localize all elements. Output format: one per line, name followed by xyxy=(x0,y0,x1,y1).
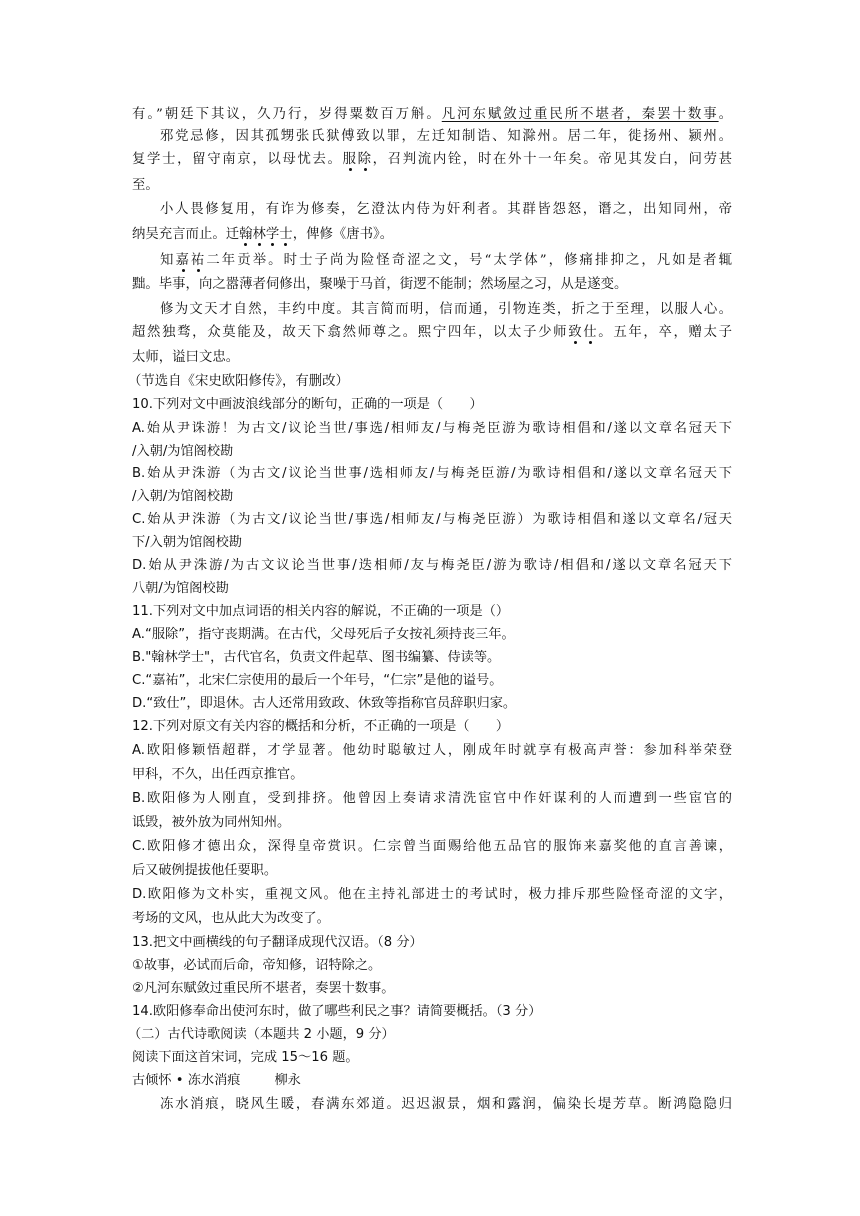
question-14: 14.欧阳修奉命出使河东时，做了哪些利民之事？请简要概括。（3 分） xyxy=(132,1004,542,1019)
q10-option-c-cont: 下/入朝为馆阁校勘 xyxy=(132,535,242,550)
question-12: 12.下列对原文有关内容的概括和分析，不正确的一项是（ ） xyxy=(132,719,510,734)
q11-option-b: B."翰林学士"，古代官名，负责文件起草、图书编纂、侍读等。 xyxy=(132,650,501,665)
q13-sentence-2: ②凡河东赋敛过重民所不堪者，奏罢十数事。 xyxy=(132,981,395,996)
question-10: 10.下列对文中画波浪线部分的断句，正确的一项是（ ） xyxy=(132,397,483,412)
dotted-char: 嘉 xyxy=(175,253,191,268)
text-line-1: 有。”朝廷下其议，久乃行，岁得粟数百万斛。凡河东赋敛过重民所不堪者，秦罢十数事。 xyxy=(132,107,732,122)
text-line-10: 超然独骛，众莫能及，故天下翕然师尊之。熙宁四年，以太子少师致仕。五年，卒，赠太子 xyxy=(132,325,732,340)
q12-option-d-cont: 考场的文风，也从此大为改变了。 xyxy=(132,911,330,926)
q12-option-c: C.欧阳修才德出众，深得皇帝赏识。仁宗曾当面赐给他五品官的服饰来嘉奖他的直言善谏， xyxy=(132,839,732,854)
text-line-11: 太师，谥曰文忠。 xyxy=(132,350,240,365)
dotted-char: 致 xyxy=(568,325,584,340)
text-line-8: 黜。毕事，向之嚣薄者伺修出，聚噪于马首，街逻不能制；然场屋之习，从是遂变。 xyxy=(132,277,628,292)
question-11: 11.下列对文中加点词语的相关内容的解说，不正确的一项是（） xyxy=(132,604,510,619)
dotted-char: 祐 xyxy=(190,253,207,268)
q12-option-a: A.欧阳修颖悟超群，才学显著。他幼时聪敏过人，刚成年时就享有极高声誉：参加科举荣登 xyxy=(132,743,732,758)
dotted-char: 仕 xyxy=(583,325,599,340)
q12-option-c-cont: 后又破例提拔他任要职。 xyxy=(132,863,278,878)
underlined-sentence: 凡河东赋敛过重民所不堪者，秦罢十数事 xyxy=(441,107,719,122)
q10-option-d-cont: 八朝/为馆阁校勘 xyxy=(132,581,229,596)
poem-line-1: 冻水消痕，晓风生暖，春满东郊道。迟迟淑景，烟和露润，偏染长堤芳草。断鸿隐隐归 xyxy=(160,1097,732,1112)
text-line-4: 至。 xyxy=(132,178,159,193)
section-2-intro: 阅读下面这首宋词，完成 15～16 题。 xyxy=(132,1050,359,1065)
poem-title: 古倾怀 • 冻水消痕 xyxy=(132,1073,241,1088)
q10-option-b: B.始从尹洙游（为古文/议论当世事/选相师友/与梅尧臣游/为歌诗相倡和/遂以文章名冠天下 xyxy=(132,466,732,481)
text-line-6: 纳吴充言而止。迁翰林学士，俾修《唐书》。 xyxy=(132,227,394,242)
q12-option-b: B.欧阳修为人刚直，受到排挤。他曾因上奏请求清洗宦官中作奸谋利的人而遭到一些宦官的 xyxy=(132,791,732,806)
text-line-9: 修为文天才自然，丰约中度。其言简而明，信而通，引物连类，折之于至理，以服人心。 xyxy=(160,302,732,317)
q10-option-a-cont: /入朝/为馆阁校勘 xyxy=(132,444,234,459)
text-line-7: 知嘉祐二年贡举。时士子尚为险怪奇涩之文，号“太学体”，修痛排抑之，凡如是者辄 xyxy=(160,253,732,268)
dotted-char: 服 xyxy=(342,152,358,167)
q12-option-a-cont: 甲科，不久，出任西京推官。 xyxy=(132,767,304,782)
text-line-5: 小人畏修复用，有诈为修奏，乞澄汰内侍为奸利者。其群皆怨怒，谮之，出知同州，帝 xyxy=(160,202,732,217)
q11-option-a: A.“服除”，指守丧期满。在古代，父母死后子女按礼须持丧三年。 xyxy=(132,627,515,642)
q10-option-a: A.始从尹诛游！为古文/议论当世/事选/相师友/与梅尧臣游为歌诗相倡和/遂以文章名冠天下 xyxy=(132,421,732,436)
text-line-2: 邪党忌修，因其孤甥张氏狱傅致以罪，左迁知制诰、知滁州。居二年，徙扬州、颍州。 xyxy=(160,129,732,144)
poem-author: 柳永 xyxy=(274,1073,301,1088)
text-line-3: 复学士，留守南京，以母忧去。服除，召判流内铨，时在外十一年矣。帝见其发白，问劳甚 xyxy=(132,152,732,167)
q12-option-d: D.欧阳修为文朴实，重视文风。他在主持礼部进士的考试时，极力排斥那些险怪奇涩的文字， xyxy=(132,887,732,902)
q10-option-b-cont: /入朝/为馆阁校勘 xyxy=(132,489,234,504)
q11-option-c: C.“嘉祐”，北宋仁宗使用的最后一个年号，“仁宗”是他的谥号。 xyxy=(132,673,503,688)
question-13: 13.把文中画横线的句子翻译成现代汉语。（8 分） xyxy=(132,935,423,950)
poem-title-line xyxy=(132,1070,732,1092)
q13-sentence-1: ①故事，必试而后命，帝知修，诏特除之。 xyxy=(132,958,382,973)
q12-option-b-cont: 诋毁，被外放为同州知州。 xyxy=(132,815,291,830)
source-citation: （节选自《宋史欧阳修传》，有删改） xyxy=(128,374,349,389)
dotted-char: 士 xyxy=(279,227,293,242)
q11-option-d: D.“致仕”，即退休。古人还常用致政、休致等指称官员辞职归家。 xyxy=(132,696,517,711)
dotted-char: 学 xyxy=(265,227,280,242)
dotted-char: 林 xyxy=(252,227,266,242)
q10-option-c: C.始从尹洙游（为古文/议论当世/事选/相师友/与梅尧臣游）为歌诗相倡和遂以文章名/冠天 xyxy=(132,512,732,527)
dotted-char: 除 xyxy=(357,152,373,167)
q10-option-d: D.始从尹洙游/为古文议论当世事/迭相师/友与梅尧臣/游为歌诗/相倡和/遂以文章名冠天下 xyxy=(132,558,732,573)
section-2-heading: （二）古代诗歌阅读（本题共 2 小题，9 分） xyxy=(128,1027,395,1042)
dotted-char: 翰 xyxy=(239,227,253,242)
